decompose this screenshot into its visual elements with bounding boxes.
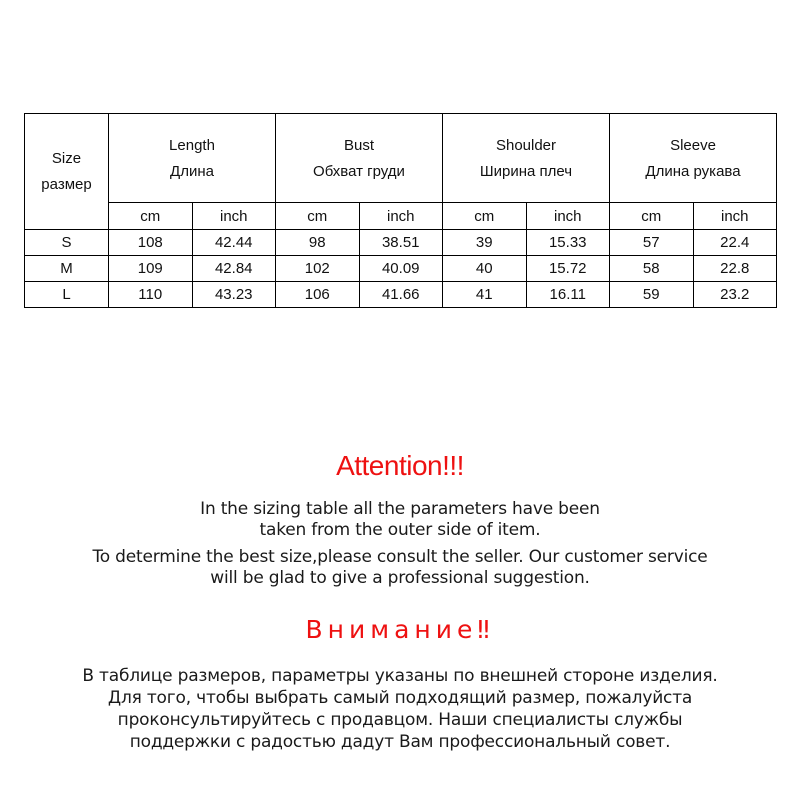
sleeve-header-cell: [610, 114, 777, 203]
table-cell: 40.09: [359, 256, 443, 282]
table-cell: 15.72: [526, 256, 610, 282]
table-row: [25, 230, 777, 256]
table-cell: 102: [276, 256, 360, 282]
table-row: [25, 282, 777, 308]
length-header-ru: Длина: [170, 162, 214, 180]
shoulder-header-en: Shoulder: [495, 136, 557, 154]
unit-cell: inch: [359, 203, 443, 230]
unit-cell: cm: [276, 203, 360, 230]
attention-heading-ru: Внимание‼: [305, 615, 495, 644]
shoulder-header-ru: Ширина плеч: [479, 162, 573, 180]
size-header-ru: размер: [41, 176, 92, 193]
unit-cell: cm: [443, 203, 527, 230]
attention-heading-en: Attention!!!: [336, 450, 464, 481]
table-units-row: [25, 203, 777, 230]
size-label-cell: M: [25, 256, 109, 282]
table-cell: 38.51: [359, 230, 443, 256]
notice-line-ru: Для того, чтобы выбрать самый подходящий размер, пожалуйста: [107, 688, 693, 708]
notice-line-en: taken from the outer side of item.: [259, 520, 541, 540]
shoulder-header-cell: [443, 114, 610, 203]
table-cell: 42.44: [192, 230, 276, 256]
length-header-cell: [109, 114, 276, 203]
table-cell: 98: [276, 230, 360, 256]
table-cell: 22.8: [693, 256, 777, 282]
notice-line-ru: проконсультируйтесь с продавцом. Наши специалисты службы: [117, 710, 683, 730]
table-cell: 108: [109, 230, 193, 256]
notice-line-ru: В таблице размеров, параметры указаны по внешней стороне изделия.: [82, 666, 718, 686]
size-chart-table: [24, 113, 777, 308]
table-row: [25, 256, 777, 282]
table-cell: 40: [443, 256, 527, 282]
notice-line-ru: поддержки с радостью дадут Вам профессиональный совет.: [129, 732, 671, 752]
notice-paragraph-ru: [0, 665, 800, 753]
table-header-row: [25, 114, 777, 203]
table-cell: 106: [276, 282, 360, 308]
length-header-en: Length: [169, 136, 215, 154]
table-cell: 39: [443, 230, 527, 256]
bust-header-cell: [276, 114, 443, 203]
table-cell: 23.2: [693, 282, 777, 308]
table-cell: 59: [610, 282, 694, 308]
size-label-cell: S: [25, 230, 109, 256]
table-cell: 16.11: [526, 282, 610, 308]
unit-cell: inch: [192, 203, 276, 230]
bust-header-ru: Обхват груди: [313, 162, 405, 180]
table-cell: 43.23: [192, 282, 276, 308]
bust-header-en: Bust: [343, 136, 374, 154]
table-cell: 41: [443, 282, 527, 308]
size-header-en: Size: [51, 150, 82, 167]
unit-cell: inch: [693, 203, 777, 230]
unit-cell: inch: [526, 203, 610, 230]
table-cell: 15.33: [526, 230, 610, 256]
table-cell: 110: [109, 282, 193, 308]
notice-line-en: will be glad to give a professional suggestion.: [210, 568, 590, 588]
size-header-cell: [25, 114, 109, 230]
notice-line-en: To determine the best size,please consult the seller. Our customer service: [92, 547, 708, 567]
table-cell: 42.84: [192, 256, 276, 282]
table-cell: 57: [610, 230, 694, 256]
sleeve-header-en: Sleeve: [670, 136, 716, 154]
size-label-cell: L: [25, 282, 109, 308]
table-cell: 58: [610, 256, 694, 282]
notice-line-en: In the sizing table all the parameters have been: [200, 499, 600, 519]
table-cell: 22.4: [693, 230, 777, 256]
table-cell: 41.66: [359, 282, 443, 308]
unit-cell: cm: [610, 203, 694, 230]
notice-paragraph-en: [0, 499, 800, 589]
unit-cell: cm: [109, 203, 193, 230]
sleeve-header-ru: Длина рукава: [645, 162, 741, 180]
table-cell: 109: [109, 256, 193, 282]
